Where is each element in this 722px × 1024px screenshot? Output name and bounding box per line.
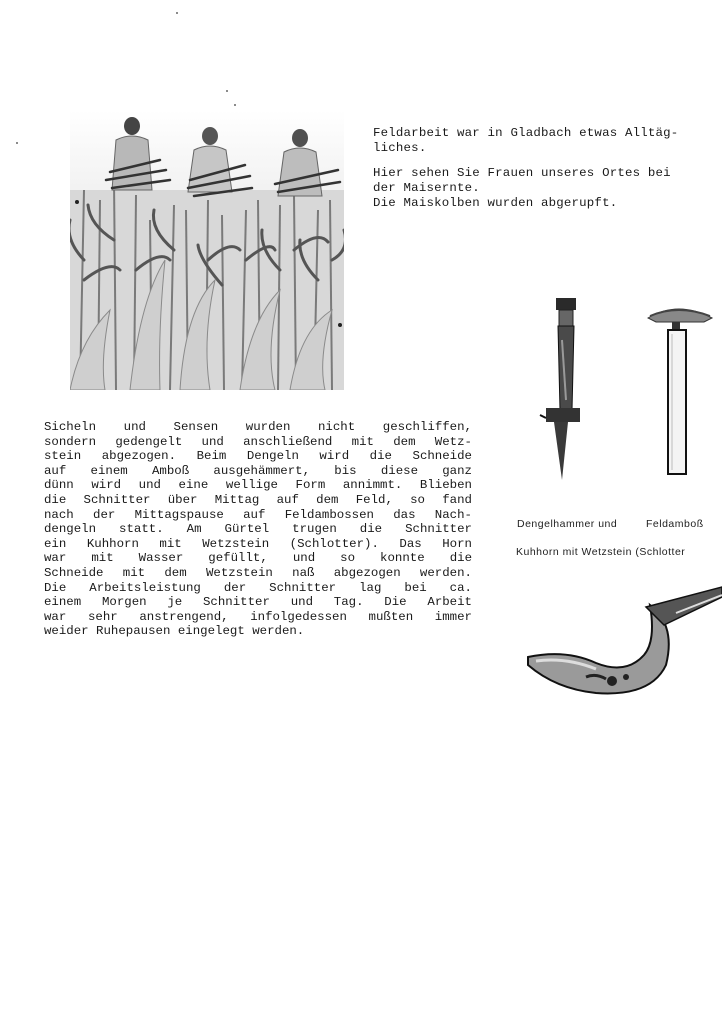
dengelhammer-drawing [540, 298, 580, 480]
body-line: einem Morgen je Schnitter und Tag. Die Arbeit [44, 595, 472, 610]
body-line: ein Kuhhorn mit Wetzstein (Schlotter). Das Horn [44, 536, 472, 551]
body-line: sondern gedengelt und anschließend mit dem Wetz- [44, 434, 472, 449]
scan-speck [234, 104, 236, 106]
scan-speck [226, 90, 228, 92]
body-line: stein abgezogen. Beim Dengeln wird die Schneide [44, 449, 472, 464]
body-line: dengeln statt. Am Gürtel trugen die Schnitter [44, 522, 472, 537]
intro-text [373, 126, 722, 211]
intro-line: Hier sehen Sie Frauen unseres Ortes bei [373, 166, 671, 180]
body-line: Die Arbeitsleistung der Schnitter lag bei ca. [44, 580, 472, 595]
body-line: Sicheln und Sensen wurden nicht geschliffen, [44, 420, 472, 434]
tools-illustration [520, 290, 722, 490]
intro-line: der Maisernte. [373, 181, 480, 195]
intro-line: Feldarbeit war in Gladbach etwas Alltäg- [373, 126, 679, 140]
body-line: weider Ruhepausen eingelegt werden. [44, 624, 305, 639]
caption-kuhhorn: Kuhhorn mit Wetzstein (Schlotter [516, 546, 686, 558]
corn-harvest-photo [70, 110, 344, 390]
body-line: war mit Wasser gefüllt, und so konnte die [44, 551, 472, 566]
body-text [44, 420, 472, 639]
body-line: dünn wird und eine wellige Form annimmt. Blieben [44, 478, 472, 493]
body-line: nach der Mittagspause auf Feldambossen das Nach- [44, 507, 472, 522]
caption-dengelhammer: Dengelhammer und [517, 518, 618, 530]
intro-line: Die Maiskolben wurden abgerupft. [373, 196, 618, 210]
body-line: Schneide mit dem Wetzstein naß abgezogen werden. [44, 565, 472, 580]
body-line: war sehr anstrengend, infolgedessen mußten immer [44, 609, 472, 624]
kuhhorn-illustration [526, 585, 722, 700]
scan-speck [176, 12, 178, 14]
caption-feldamboss: Feldamboß [646, 518, 704, 530]
body-line: die Schnitter über Mittag auf dem Feld, so fand [44, 492, 472, 507]
intro-line: liches. [373, 141, 427, 155]
scan-speck [16, 142, 18, 144]
feldamboss-drawing [648, 309, 712, 474]
body-line: auf einem Amboß ausgehämmert, bis diese ganz [44, 463, 472, 478]
